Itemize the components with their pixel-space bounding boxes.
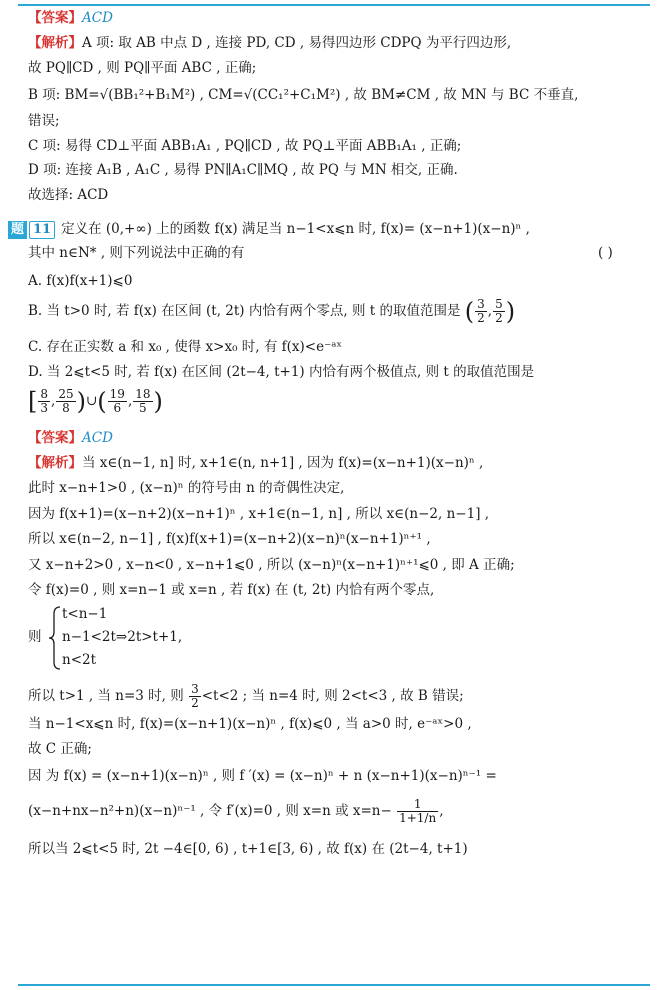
option-b: B. 当 t>0 时, 若 f(x) 在区间 (t, 2t) 内恰有两个零点, 则 t 的取值范围是 ( $\frac{3}{2}$ , $\frac{5}{2}$ ) [28, 297, 516, 326]
fraction: $\frac{3}{2}$ [477, 297, 485, 325]
solution-line-11: 因 为 f(x) = (x−n+1)(x−n)ⁿ , 则 f ′(x) = (x−n)ⁿ + n (x−n+1)(x−n)ⁿ⁻¹ = [28, 768, 497, 784]
q11-stem-text-2: 其中 n∈N* , 则下列说法中正确的有 [28, 245, 245, 261]
answer-blank: ( ) [598, 245, 613, 261]
solution-line-8 [28, 683, 464, 710]
solution-line-13: 所以当 2⩽t<5 时, 2t −4∈[0, 6) , t+1∈[3, 6) , 故 f(x) 在 (2t−4, t+1) [28, 841, 468, 857]
question-tag: 题 [8, 221, 27, 239]
option-d-range: [ $\frac{8}{3}$ , $\frac{25}{8}$ )∪( $\frac{19}{6}$ , $\frac{18}{5}$ ) [28, 387, 163, 416]
solution-line-6: 令 f(x)=0 , 则 x=n−1 或 x=n , 若 f(x) 在 (t, 2t) 内恰有两个零点, [28, 582, 435, 598]
solution-text-8a: 所以 t>1 , 当 n=3 时, 则 [28, 688, 184, 704]
solution-line-4: 所以 x∈(n−2, n−1] , f(x)f(x+1)=(x−n+2)(x−n)ⁿ(x−n+1)ⁿ⁺¹ , [28, 531, 431, 547]
fraction: $\frac{8}{3}$ [40, 387, 49, 415]
solution-line-1 [28, 453, 483, 473]
fraction: $\frac{18}{5}$ [135, 387, 151, 415]
q11-answer: ACD [82, 430, 113, 446]
fraction: $\frac{3}{2}$ [191, 682, 199, 710]
solution-line-9: 当 n−1<x⩽n 时, f(x)=(x−n+1)(x−n)ⁿ , f(x)⩽0 , 当 a>0 时, e⁻ᵃˣ>0 , [28, 716, 472, 732]
system-prefix: 则 [28, 629, 42, 645]
system-eq-3: n<2t [62, 652, 97, 668]
solution-text-1: 当 x∈(n−1, n] 时, x+1∈(n, n+1] , 因为 f(x)=(x−n+1)(x−n)ⁿ , [82, 455, 484, 471]
q10-answer-line [28, 8, 113, 28]
fraction: $\frac{25}{8}$ [58, 387, 74, 415]
q10-analysis-line-6: D 项: 连接 A₁B , A₁C , 易得 PN∥A₁C∥MQ , 故 PQ 与 MN 相交, 正确. [28, 162, 458, 178]
q10-text-1: A 项: 取 AB 中点 D , 连接 PD, CD , 易得四边形 CDPQ 为平行四边形, [82, 35, 512, 51]
solution-text-12b: , [439, 803, 444, 819]
q10-analysis-line-2: 故 PQ∥CD , 则 PQ∥平面 ABC , 正确; [28, 60, 257, 76]
answer-tag: 【答案】 [28, 430, 82, 446]
fraction: $\frac{5}{2}$ [495, 297, 503, 325]
fraction: $\frac{1}{1+1/n}$ [399, 797, 437, 825]
left-brace [48, 606, 62, 670]
system-eq-1: t<n−1 [62, 606, 108, 622]
q10-analysis-line-1 [28, 33, 511, 53]
solution-text-12a: (x−n+nx−n²+n)(x−n)ⁿ⁻¹ , 令 f′(x)=0 , 则 x=n 或 x=n− [28, 803, 392, 819]
q11-stem-text-1: 定义在 (0,+∞) 上的函数 f(x) 满足当 n−1<x⩽n 时, f(x)= (x−n+1)(x−n)ⁿ , [61, 221, 530, 237]
analysis-tag: 【解析】 [28, 455, 82, 471]
q10-analysis-line-7: 故选择: ACD [28, 187, 109, 203]
solution-line-5: 又 x−n+2>0 , x−n<0 , x−n+1⩽0 , 所以 (x−n)ⁿ(x−n+1)ⁿ⁺¹⩽0 , 即 A 正确; [28, 557, 515, 573]
solution-line-2: 此时 x−n+1>0 , (x−n)ⁿ 的符号由 n 的奇偶性决定, [28, 480, 345, 496]
option-b-text: B. 当 t>0 时, 若 f(x) 在区间 (t, 2t) 内恰有两个零点, 则 t 的取值范围是 [28, 303, 461, 319]
top-rule [18, 4, 650, 6]
q10-analysis-line-4: 错误; [28, 113, 60, 129]
fraction: $\frac{19}{6}$ [109, 387, 125, 415]
q11-stem-line-1 [8, 219, 530, 239]
option-a: A. f(x)f(x+1)⩽0 [28, 273, 133, 289]
q10-answer: ACD [82, 10, 113, 26]
solution-line-3: 因为 f(x+1)=(x−n+2)(x−n+1)ⁿ , x+1∈(n−1, n] , 所以 x∈(n−2, n−1] , [28, 506, 490, 522]
solution-text-8b: <t<2 ; 当 n=4 时, 则 2<t<3 , 故 B 错误; [201, 688, 464, 704]
q11-answer-line [28, 428, 113, 448]
question-number: 11 [29, 221, 55, 239]
solution-line-10: 故 C 正确; [28, 741, 92, 757]
q10-analysis-line-5: C 项: 易得 CD⊥平面 ABB₁A₁ , PQ∥CD , 故 PQ⊥平面 ABB₁A₁ , 正确; [28, 138, 462, 154]
analysis-tag: 【解析】 [28, 35, 82, 51]
option-d: D. 当 2⩽t<5 时, 若 f(x) 在区间 (2t−4, t+1) 内恰有两个极值点, 则 t 的取值范围是 [28, 364, 535, 380]
answer-tag: 【答案】 [28, 10, 82, 26]
option-c: C. 存在正实数 a 和 x₀ , 使得 x>x₀ 时, 有 f(x)<e⁻ᵃˣ [28, 339, 343, 355]
q11-stem-line-2 [28, 243, 244, 263]
solution-line-12 [28, 798, 444, 825]
q10-analysis-line-3: B 项: BM=√(BB₁²+B₁M²) , CM=√(CC₁²+C₁M²) , 故 BM≠CM , 故 MN 与 BC 不垂直, [28, 87, 579, 103]
bottom-rule [18, 984, 650, 986]
system-eq-2: n−1<2t⇒2t>t+1, [62, 629, 183, 645]
